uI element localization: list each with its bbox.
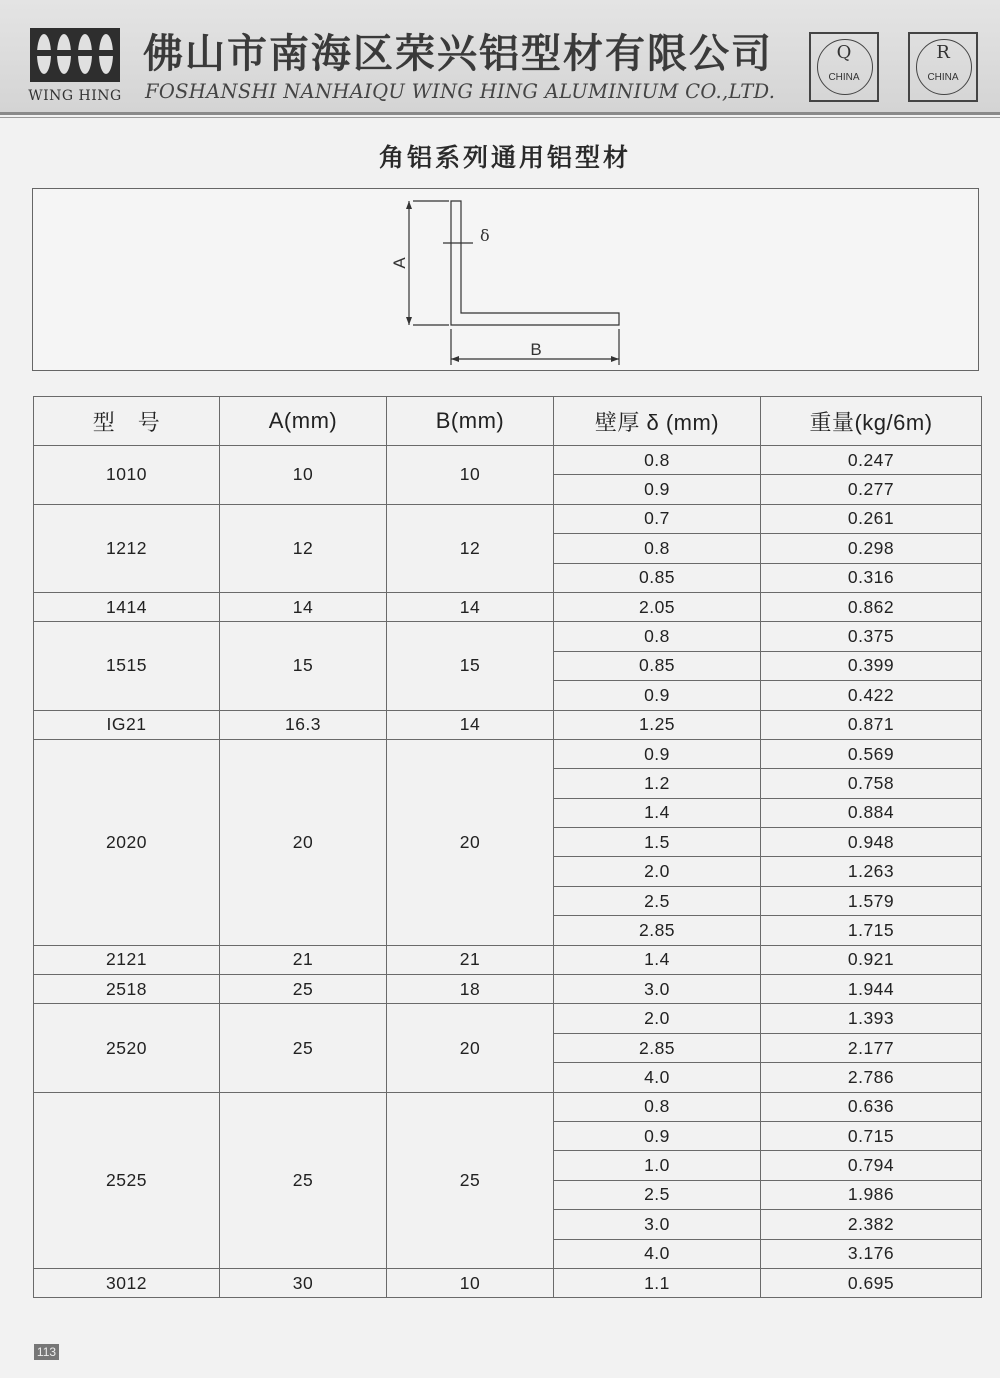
cell-thickness: 0.85: [554, 563, 761, 592]
cell-model: 2520: [34, 1004, 220, 1092]
cell-weight: 0.399: [761, 651, 982, 680]
cell-thickness: 0.8: [554, 1092, 761, 1121]
company-logo: [28, 24, 122, 108]
cell-a: 25: [220, 1092, 387, 1268]
cell-weight: 0.948: [761, 828, 982, 857]
cert-q-letter: Q: [836, 42, 852, 63]
cell-weight: 0.261: [761, 504, 982, 533]
table-row: [34, 1092, 982, 1121]
cell-weight: 0.247: [761, 446, 982, 475]
company-name-cn: 佛山市南海区荣兴铝型材有限公司: [143, 30, 773, 77]
cell-a: 25: [220, 1004, 387, 1092]
cell-thickness: 2.0: [554, 857, 761, 886]
cell-thickness: 1.2: [554, 769, 761, 798]
cell-thickness: 0.8: [554, 534, 761, 563]
cell-b: 25: [387, 1092, 554, 1268]
angle-profile-diagram: [32, 188, 979, 371]
spec-table: [33, 396, 982, 1298]
cell-weight: 1.944: [761, 975, 982, 1004]
cell-model: 2020: [34, 739, 220, 945]
cell-b: 20: [387, 1004, 554, 1092]
cell-thickness: 0.9: [554, 475, 761, 504]
cell-thickness: 1.25: [554, 710, 761, 739]
cell-weight: 0.794: [761, 1151, 982, 1180]
cell-weight: 0.921: [761, 945, 982, 974]
cell-thickness: 2.0: [554, 1004, 761, 1033]
cell-thickness: 2.5: [554, 886, 761, 915]
table-row: [34, 504, 982, 533]
cell-weight: 0.884: [761, 798, 982, 827]
cell-model: 1414: [34, 592, 220, 621]
cell-weight: 2.177: [761, 1033, 982, 1062]
cell-weight: 1.263: [761, 857, 982, 886]
cell-weight: 2.786: [761, 1063, 982, 1092]
col-header-model: 型 号: [34, 397, 220, 446]
cell-thickness: 1.4: [554, 798, 761, 827]
table-row: [34, 592, 982, 621]
cell-a: 12: [220, 504, 387, 592]
cell-thickness: 1.1: [554, 1268, 761, 1297]
cell-weight: 0.715: [761, 1121, 982, 1150]
table-row: [34, 945, 982, 974]
cell-weight: 1.393: [761, 1004, 982, 1033]
cell-thickness: 2.85: [554, 1033, 761, 1062]
cell-thickness: 1.0: [554, 1151, 761, 1180]
cell-a: 21: [220, 945, 387, 974]
cell-thickness: 1.5: [554, 828, 761, 857]
col-header-weight: 重量(kg/6m): [761, 397, 982, 446]
cell-model: 3012: [34, 1268, 220, 1297]
cell-a: 20: [220, 739, 387, 945]
table-row: [34, 1268, 982, 1297]
col-header-b: B(mm): [387, 397, 554, 446]
header-rule-thin: [0, 117, 1000, 118]
cell-a: 25: [220, 975, 387, 1004]
cell-b: 21: [387, 945, 554, 974]
cell-thickness: 2.5: [554, 1180, 761, 1209]
cell-weight: 3.176: [761, 1239, 982, 1268]
dim-delta-label: δ: [480, 226, 490, 245]
table-row: [34, 710, 982, 739]
cell-model: IG21: [34, 710, 220, 739]
table-row: [34, 975, 982, 1004]
cell-weight: 1.986: [761, 1180, 982, 1209]
table-row: [34, 446, 982, 475]
cell-thickness: 2.85: [554, 916, 761, 945]
angle-profile-shape: [451, 201, 619, 325]
cell-thickness: 0.7: [554, 504, 761, 533]
cell-a: 16.3: [220, 710, 387, 739]
cell-b: 14: [387, 592, 554, 621]
cert-r-letter: R: [936, 42, 950, 63]
cell-weight: 0.636: [761, 1092, 982, 1121]
cell-b: 10: [387, 1268, 554, 1297]
cell-thickness: 4.0: [554, 1239, 761, 1268]
cert-q-sub: CHINA: [828, 72, 860, 83]
table-header-row: [34, 397, 982, 446]
cell-model: 1010: [34, 446, 220, 505]
table-row: [34, 739, 982, 768]
cell-thickness: 2.05: [554, 592, 761, 621]
page-title: 角铝系列通用铝型材: [378, 143, 631, 172]
cell-b: 12: [387, 504, 554, 592]
cell-model: 1212: [34, 504, 220, 592]
cell-thickness: 0.9: [554, 1121, 761, 1150]
cell-b: 14: [387, 710, 554, 739]
cell-weight: 0.862: [761, 592, 982, 621]
cell-a: 10: [220, 446, 387, 505]
company-name-en: FOSHANSHI NANHAIQU WING HING ALUMINIUM CO.,LTD.: [145, 80, 776, 103]
cell-weight: 1.715: [761, 916, 982, 945]
page-number: 113: [34, 1344, 59, 1360]
cell-weight: 0.316: [761, 563, 982, 592]
cell-thickness: 0.8: [554, 622, 761, 651]
cell-a: 30: [220, 1268, 387, 1297]
cert-r-badge: [908, 32, 978, 102]
cell-thickness: 3.0: [554, 1210, 761, 1239]
col-header-a: A(mm): [220, 397, 387, 446]
cell-weight: 0.298: [761, 534, 982, 563]
dim-a-label: A: [390, 257, 409, 269]
cell-a: 14: [220, 592, 387, 621]
cell-weight: 0.871: [761, 710, 982, 739]
cell-thickness: 4.0: [554, 1063, 761, 1092]
cell-model: 1515: [34, 622, 220, 710]
cell-weight: 0.569: [761, 739, 982, 768]
cell-thickness: 3.0: [554, 975, 761, 1004]
table-row: [34, 1004, 982, 1033]
cell-thickness: 0.9: [554, 739, 761, 768]
logo-mark-icon: [28, 24, 122, 86]
col-header-thickness: 壁厚 δ (mm): [554, 397, 761, 446]
logo-text: WING HING: [28, 88, 122, 104]
cell-weight: 2.382: [761, 1210, 982, 1239]
table-body: [34, 446, 982, 1298]
header-rule: [0, 112, 1000, 115]
cell-thickness: 0.9: [554, 681, 761, 710]
cell-weight: 0.758: [761, 769, 982, 798]
cell-weight: 0.422: [761, 681, 982, 710]
cell-weight: 0.375: [761, 622, 982, 651]
cell-thickness: 0.8: [554, 446, 761, 475]
dim-b-label: B: [530, 340, 542, 359]
cert-q-badge: [809, 32, 879, 102]
cell-b: 10: [387, 446, 554, 505]
table-row: [34, 622, 982, 651]
cell-a: 15: [220, 622, 387, 710]
cell-thickness: 1.4: [554, 945, 761, 974]
cell-weight: 0.277: [761, 475, 982, 504]
cell-model: 2121: [34, 945, 220, 974]
cell-model: 2525: [34, 1092, 220, 1268]
cell-model: 2518: [34, 975, 220, 1004]
cell-b: 18: [387, 975, 554, 1004]
cell-b: 20: [387, 739, 554, 945]
cell-b: 15: [387, 622, 554, 710]
cert-r-sub: CHINA: [927, 72, 959, 83]
cell-thickness: 0.85: [554, 651, 761, 680]
cell-weight: 0.695: [761, 1268, 982, 1297]
angle-profile-drawing: [33, 189, 980, 372]
cell-weight: 1.579: [761, 886, 982, 915]
